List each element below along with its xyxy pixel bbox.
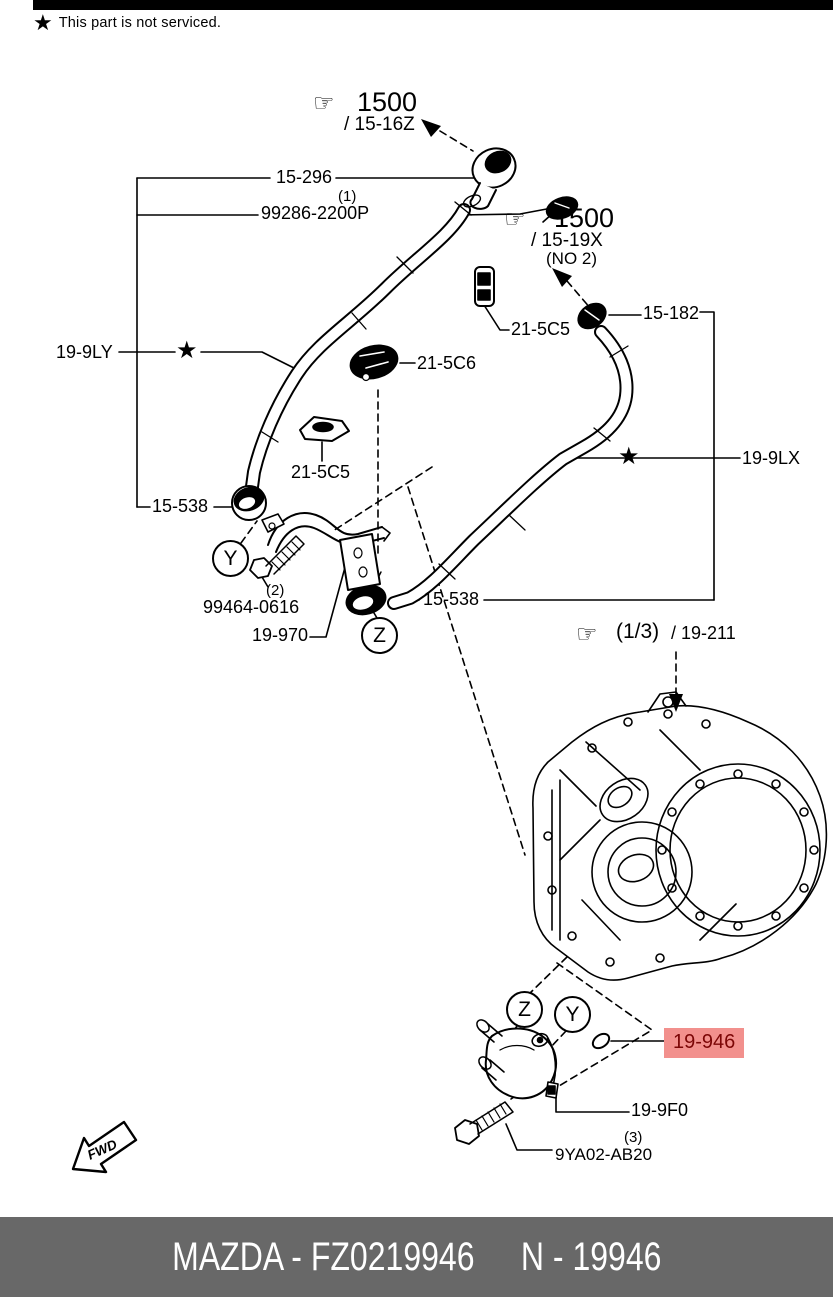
label-99464-0616[interactable]: 99464-0616 <box>203 597 300 617</box>
label-21-5c6[interactable]: 21-5C6 <box>417 353 477 373</box>
leader-lines <box>119 178 740 1150</box>
label-19-9lx[interactable]: 19-9LX <box>742 448 801 468</box>
footer-section-code: N - 19946 <box>520 1234 662 1279</box>
label-ref-1500-b[interactable]: 1500 <box>554 203 615 233</box>
star-icon: ★ <box>33 10 53 35</box>
pointing-hand-icon: ☞ <box>576 621 598 648</box>
part-21-5c6-drawing <box>347 340 402 383</box>
callout-y2 <box>554 996 591 1033</box>
label-qty-99286: (1) <box>338 188 357 205</box>
pointing-hand-icon: ☞ <box>313 90 335 117</box>
star-icon: ★ <box>618 443 640 470</box>
label-ref-19-211[interactable]: / 19-211 <box>671 623 736 643</box>
footer-part-code: MAZDA - FZ0219946 <box>171 1234 475 1279</box>
dashed-lines <box>241 131 676 1099</box>
label-19-970[interactable]: 19-970 <box>252 625 309 645</box>
label-99286-2200p[interactable]: 99286-2200P <box>261 203 370 223</box>
transmission-housing-drawing <box>533 692 827 980</box>
part-21-5c5-mid-drawing <box>300 417 349 441</box>
label-15-538-left[interactable]: 15-538 <box>152 496 209 516</box>
callout-y-letter: Y <box>223 546 238 570</box>
label-21-5c5-upper[interactable]: 21-5C5 <box>511 319 571 339</box>
part-9ya02-ab20-drawing <box>455 1102 513 1144</box>
label-ref-15-16z[interactable]: / 15-16Z <box>344 114 415 135</box>
callout-z-letter: Z <box>373 623 386 647</box>
label-19-946-highlighted[interactable]: 19-946 <box>664 1028 744 1058</box>
label-15-296[interactable]: 15-296 <box>276 167 333 187</box>
label-ref-1-3: (1/3) <box>616 620 660 643</box>
callout-y2-letter: Y <box>565 1002 580 1026</box>
label-15-182[interactable]: 15-182 <box>643 303 700 323</box>
callout-y <box>212 540 249 577</box>
label-ref-15-19x-note: (NO 2) <box>546 249 597 268</box>
label-qty-99464: (2) <box>266 582 285 599</box>
callout-z2 <box>506 991 543 1028</box>
part-15-538-left-drawing <box>231 484 267 520</box>
callout-z <box>361 617 398 654</box>
label-15-538-right[interactable]: 15-538 <box>423 589 480 609</box>
label-21-5c5-mid[interactable]: 21-5C5 <box>291 462 351 482</box>
label-ref-15-19x[interactable]: / 15-19X <box>531 230 603 251</box>
part-21-5c5-upper-drawing <box>475 267 494 306</box>
part-19-946-drawing <box>590 1031 612 1051</box>
pointing-hand-icon: ☞ <box>504 206 526 233</box>
label-9ya02-ab20[interactable]: 9YA02-AB20 <box>555 1145 653 1164</box>
hose-19-9ly-drawing <box>251 202 471 494</box>
label-19-9ly[interactable]: 19-9LY <box>56 342 113 362</box>
oil-cooler-drawing <box>475 1018 558 1099</box>
callout-z2-letter: Z <box>518 997 531 1021</box>
label-ref-1500-a[interactable]: 1500 <box>357 87 418 117</box>
label-qty-9ya02: (3) <box>624 1129 643 1146</box>
star-icon: ★ <box>176 337 198 364</box>
part-15-296-drawing <box>462 141 522 209</box>
service-notice-text: This part is not serviced. <box>58 15 222 31</box>
fwd-label: FWD <box>85 1136 120 1163</box>
label-19-9f0[interactable]: 19-9F0 <box>631 1100 689 1120</box>
footer-bar <box>0 1217 833 1297</box>
part-99464-0616-drawing <box>250 536 304 578</box>
fwd-arrow <box>73 1122 136 1172</box>
